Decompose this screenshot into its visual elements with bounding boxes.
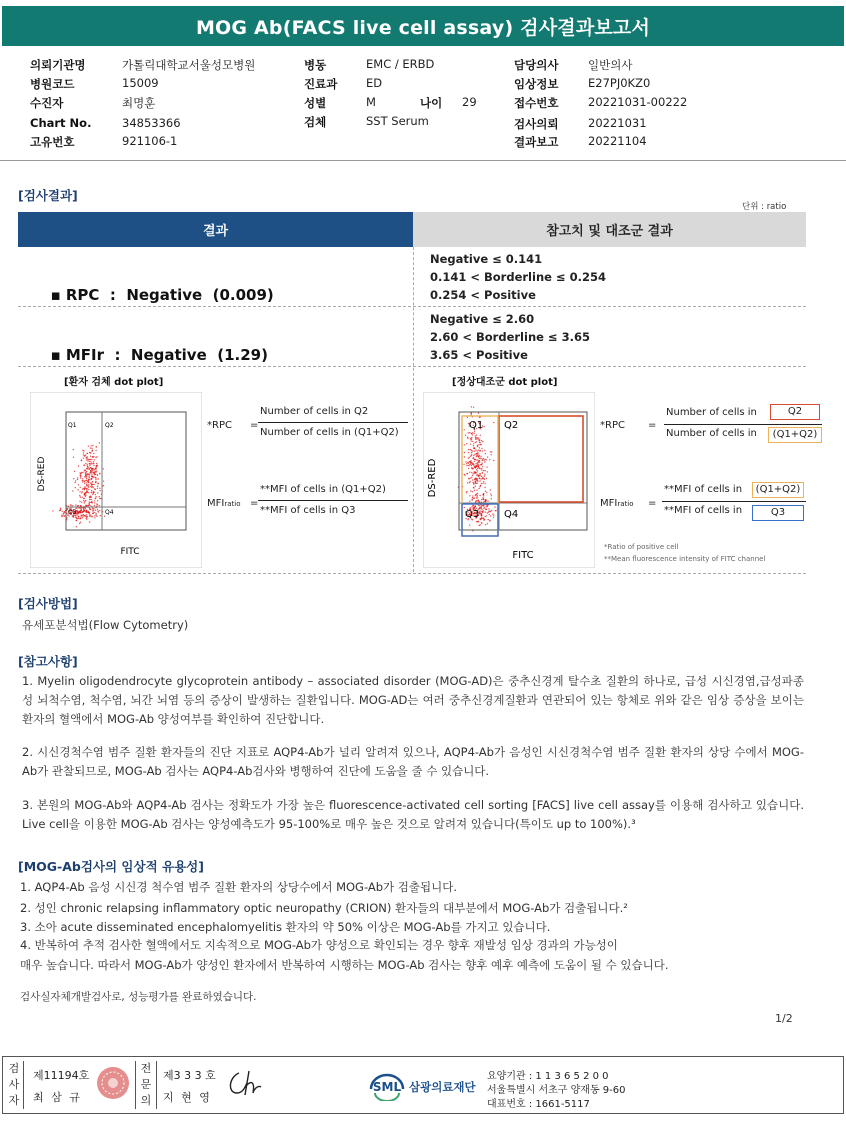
patient-q2-label: Q2 [105, 422, 114, 429]
note-ratio: *Ratio of positive cell [604, 543, 679, 551]
label-chart-no: Chart No. [30, 116, 92, 130]
row-divider-2 [18, 366, 806, 367]
specialist-name: 지 현 영 [163, 1091, 212, 1104]
clinical-heading: [MOG-Ab검사의 임상적 유용성] [18, 859, 204, 874]
rpc-result [40, 268, 274, 304]
label-requester: 의뢰기관명 [30, 58, 86, 72]
left-mfi-sub: ratio [224, 500, 241, 508]
value-hospital-code: 15009 [122, 76, 159, 90]
right-mfi-denominator: **MFI of cells in [664, 505, 743, 516]
note-paragraph-2: 2. 시신경척수염 범주 질환 환자들의 진단 지표로 AQP4-Ab가 널리 알려져 있으나, AQP4-Ab가 음성인 시신경척수염 범주 질환 환자의 상당 수에서 MOG-Ab가 관찰되므로, MOG-Ab 검사는 AQP4-Ab검사와 병행하여 진단에 도움을 줄 수 있습니다. [22, 745, 804, 778]
label-clinical-info: 임상정보 [514, 77, 559, 91]
right-mfi-numerator: **MFI of cells in [664, 484, 743, 495]
right-mfi-den-box: Q3 [752, 505, 804, 521]
column-divider [413, 247, 414, 572]
right-rpc-eq: = [648, 420, 657, 431]
value-chart-no: 34853366 [122, 116, 181, 130]
note-paragraph-1: 1. Myelin oligodendrocyte glycoprotein antibody – associated disorder (MOG-AD)은 중추신경계 탈수초 질환의 하나로, 급성 시신경염,급성파종성 뇌척수염, 척수염, 뇌간 뇌염 등의 증상이 발생하는 질환입니다. MOG-AD는 여러 중추신경계질환과 연관되어 있는 항체로 위와 같은 임상 증상을 보이는 환자의 혈액에서 MOG-Ab 양성여부를 확인하여 진단합니다. [22, 674, 804, 726]
page-number: 1/2 [775, 1012, 793, 1025]
right-mfi-main: MFI [600, 498, 618, 509]
validation-note: 검사실자체개발검사로, 성능평가를 완료하였습니다. [20, 991, 257, 1003]
tester-name: 최 삼 규 [33, 1091, 82, 1104]
label-doctor: 담당의사 [514, 58, 559, 72]
patient-y-axis-label: DS-RED [37, 456, 47, 492]
value-request-date: 20221031 [588, 116, 647, 130]
left-mfi-main: MFI [207, 498, 225, 509]
patient-plot-title: [환자 검체 dot plot] [64, 377, 164, 388]
notes-heading: [참고사항] [18, 654, 78, 669]
value-patient: 최명훈 [122, 96, 156, 110]
clinical-item-4-cont: 매우 높습니다. 따라서 MOG-Ab가 양성인 환자에서 반복하여 시행하는 MOG-Ab 검사는 향후 예후 예측에 도움이 될 수 있습니다. [20, 958, 669, 972]
tester-vertical-label: 검 사 자 [5, 1061, 24, 1109]
right-mfi-num-box: (Q1+Q2) [752, 482, 804, 498]
left-mfi-fraction-line [258, 500, 408, 501]
rpc-status: Negative [126, 286, 203, 304]
mfir-name: MFIr [65, 346, 104, 364]
row-divider [18, 306, 806, 307]
value-ward: EMC / ERBD [366, 57, 435, 71]
control-y-axis-label: DS-RED [427, 458, 438, 498]
unit-label: 단위 : ratio [742, 202, 787, 212]
label-department: 진료과 [304, 77, 338, 91]
mfir-result [40, 328, 268, 364]
patient-q3-label: Q3 [68, 509, 77, 516]
value-clinical-info: E27PJ0KZ0 [588, 76, 651, 90]
rpc-reference [430, 250, 606, 304]
control-q4-label: Q4 [504, 509, 519, 520]
control-q2-label: Q2 [504, 420, 519, 431]
value-requester: 가톨릭대학교서울성모병원 [122, 58, 256, 72]
rpc-sep: : [109, 286, 116, 304]
label-receipt-no: 접수번호 [514, 96, 559, 110]
rpc-value: (0.009) [212, 286, 274, 304]
right-rpc-label: *RPC [600, 420, 625, 431]
label-specimen: 검체 [304, 115, 327, 129]
report-title: MOG Ab(FACS live cell assay) 검사결과보고서 [2, 6, 844, 46]
results-heading: [검사결과] [18, 188, 78, 203]
right-mfi-eq: = [648, 498, 657, 509]
label-age: 나이 [420, 96, 443, 110]
left-mfi-numerator: **MFI of cells in (Q1+Q2) [260, 484, 386, 495]
patient-q1-label: Q1 [68, 422, 77, 429]
rpc-name: RPC [65, 286, 100, 304]
specialist-vertical-label: 전 문 의 [135, 1061, 157, 1109]
rpc-ref-positive: 0.254 < Positive [430, 288, 536, 302]
control-dot-plot [423, 392, 595, 568]
value-doctor: 일반의사 [588, 58, 633, 72]
rpc-ref-negative: Negative ≤ 0.141 [430, 252, 543, 266]
right-mfi-fraction-line [662, 501, 806, 502]
tester-seal [95, 1065, 131, 1101]
header-divider [0, 160, 846, 161]
right-rpc-fraction-line [664, 424, 822, 425]
label-sex: 성별 [304, 96, 327, 110]
tester-license-no: 제11194호 [33, 1069, 90, 1082]
left-mfi-eq: = [250, 498, 259, 509]
mfir-status: Negative [130, 346, 207, 364]
specialist-license-no: 제3 3 3 호 [163, 1069, 216, 1082]
mfir-ref-negative: Negative ≤ 2.60 [430, 312, 535, 326]
patient-dot-plot [30, 392, 202, 568]
value-receipt-no: 20221031-00222 [588, 95, 688, 109]
plots-bottom-divider [18, 573, 806, 574]
right-rpc-denominator: Number of cells in [666, 428, 757, 439]
value-unique-no: 921106-1 [122, 134, 178, 148]
org-phone: 대표번호 : 1661-5117 [487, 1099, 590, 1110]
label-report-date: 결과보고 [514, 135, 559, 149]
clinical-item-2: 2. 성인 chronic relapsing inflammatory optic neuropathy (CRION) 환자들의 대부분에서 MOG-Ab가 검출됩니다.² [20, 901, 628, 915]
label-patient: 수진자 [30, 96, 64, 110]
rpc-bullet: ▪ [50, 286, 66, 304]
right-rpc-num-box: Q2 [770, 404, 820, 420]
mfir-ref-positive: 3.65 < Positive [430, 348, 528, 362]
value-report-date: 20221104 [588, 134, 647, 148]
right-mfi-sub: ratio [617, 500, 634, 508]
value-age: 29 [462, 95, 477, 109]
left-rpc-denominator: Number of cells in (Q1+Q2) [260, 427, 399, 438]
org-name: 삼광의료재단 [409, 1080, 476, 1094]
left-rpc-fraction-line [258, 422, 408, 423]
left-mfi-denominator: **MFI of cells in Q3 [260, 505, 356, 516]
result-column-header: 결과 [18, 212, 413, 247]
care-institution-code: 요양기관 : 1 1 3 6 5 2 0 0 [487, 1071, 609, 1082]
note-mfi: **Mean fluorescence intensity of FITC channel [604, 555, 766, 563]
org-address: 서울특별시 서초구 양재동 9-60 [487, 1085, 626, 1096]
note-paragraph-3: 3. 본원의 MOG-Ab와 AQP4-Ab 검사는 정확도가 가장 높은 fluorescence-activated cell sorting [FACS] live cell assay를 이용해 검사하고 있습니다. Live cell을 이용한 MOG-Ab 검사는 양성예측도가 95-100%로 매우 높은 것으로 알려져 있습니다(특이도 up to 100%).³ [22, 798, 804, 831]
label-unique-no: 고유번호 [30, 135, 75, 149]
reference-column-header: 참고치 및 대조군 결과 [413, 212, 806, 247]
value-department: ED [366, 76, 383, 90]
sml-logo-mark [367, 1069, 407, 1101]
right-rpc-numerator: Number of cells in [666, 407, 757, 418]
left-mfi-label [207, 498, 240, 509]
control-x-axis-label: FITC [512, 550, 534, 561]
right-mfi-label [600, 498, 633, 509]
specialist-signature [225, 1067, 265, 1099]
label-hospital-code: 병원코드 [30, 77, 75, 91]
mfir-reference [430, 310, 590, 364]
value-sex: M [366, 95, 376, 109]
label-ward: 병동 [304, 58, 327, 72]
method-heading: [검사방법] [18, 596, 78, 611]
control-q3-label: Q3 [465, 509, 480, 520]
control-q1-label: Q1 [469, 420, 484, 431]
mfir-sep: : [114, 346, 121, 364]
clinical-item-4: 4. 반복하여 추적 검사한 혈액에서도 지속적으로 MOG-Ab가 양성으로 확인되는 경우 향후 재발성 임상 경과의 가능성이 [20, 938, 618, 952]
sml-logo-text: SML [372, 1080, 402, 1094]
control-plot-title: [정상대조군 dot plot] [452, 377, 558, 388]
left-rpc-eq: = [250, 420, 259, 431]
mfir-bullet: ▪ [50, 346, 66, 364]
method-text: 유세포분석법(Flow Cytometry) [22, 618, 189, 632]
value-specimen: SST Serum [366, 114, 429, 128]
patient-q4-label: Q4 [105, 509, 114, 516]
left-rpc-label: *RPC [207, 420, 232, 431]
patient-x-axis-label: FITC [120, 547, 140, 557]
mfir-ref-borderline: 2.60 < Borderline ≤ 3.65 [430, 330, 590, 344]
right-rpc-den-box: (Q1+Q2) [768, 427, 822, 443]
clinical-item-3: 3. 소아 acute disseminated encephalomyelitis 환자의 약 50% 이상은 MOG-Ab를 가지고 있습니다. [20, 920, 551, 934]
mfir-value: (1.29) [217, 346, 268, 364]
rpc-ref-borderline: 0.141 < Borderline ≤ 0.254 [430, 270, 606, 284]
footer-signature-box [2, 1056, 844, 1114]
label-request-date: 검사의뢰 [514, 117, 559, 131]
clinical-item-1: 1. AQP4-Ab 음성 시신경 척수염 범주 질환 환자의 상당수에서 MOG-Ab가 검출됩니다. [20, 880, 457, 894]
left-rpc-numerator: Number of cells in Q2 [260, 406, 369, 417]
